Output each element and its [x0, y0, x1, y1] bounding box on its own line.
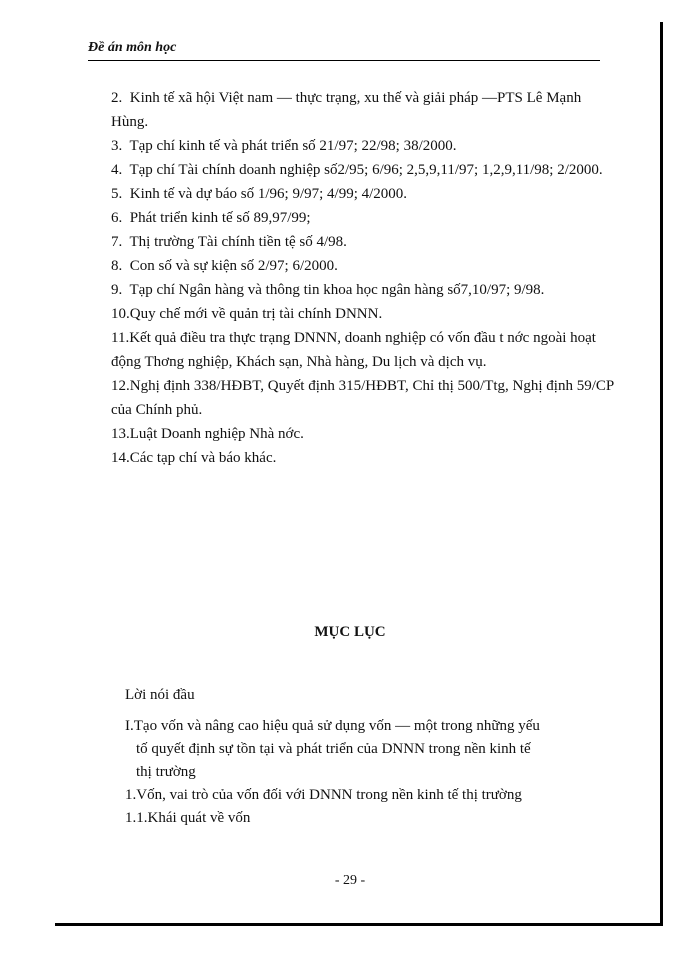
toc-item: 1.Vốn, vai trò của vốn đối với DNNN trong nền kinh tế thị trường [125, 787, 522, 803]
reference-item: 3. Tạp chí kinh tế và phát triển số 21/97; 22/98; 38/2000. [111, 138, 457, 154]
reference-item: 9. Tạp chí Ngân hàng và thông tin khoa học ngân hàng số7,10/97; 9/98. [111, 282, 545, 298]
toc-item: 1.1.Khái quát về vốn [125, 810, 251, 826]
page-number: - 29 - [334, 873, 366, 888]
reference-item: 4. Tạp chí Tài chính doanh nghiệp số2/95; 6/96; 2,5,9,11/97; 1,2,9,11/98; 2/2000. [111, 162, 603, 178]
reference-item: 12.Nghị định 338/HĐBT, Quyết định 315/HĐBT, Chỉ thị 500/Ttg, Nghị định 59/CP của Chính phủ. [111, 378, 614, 418]
running-header: Đề án môn học [88, 40, 177, 55]
reference-item: 7. Thị trường Tài chính tiền tệ số 4/98. [111, 234, 347, 250]
reference-item: 13.Luật Doanh nghiệp Nhà nớc. [111, 426, 304, 442]
toc-title: MỤC LỤC [314, 624, 386, 640]
reference-item: 10.Quy chế mới về quản trị tài chính DNNN. [111, 306, 383, 322]
toc-item: Lời nói đầu [125, 687, 195, 703]
reference-item: 2. Kinh tế xã hội Việt nam — thực trạng, xu thế và giải pháp —PTS Lê Mạnh Hùng. [111, 90, 582, 130]
header-rule [88, 60, 600, 61]
reference-item: 5. Kinh tế và dự báo số 1/96; 9/97; 4/99; 4/2000. [111, 186, 408, 202]
reference-item: 8. Con số và sự kiện số 2/97; 6/2000. [111, 258, 338, 274]
table-of-contents [125, 684, 545, 830]
reference-item: 6. Phát triển kinh tế số 89,97/99; [111, 210, 311, 226]
reference-item: 11.Kết quả điều tra thực trạng DNNN, doanh nghiệp có vốn đầu t nớc ngoài hoạt động Thơng nghiệp, Khách sạn, Nhà hàng, Du lịch và dịch vụ. [111, 330, 596, 370]
reference-item: 14.Các tạp chí và báo khác. [111, 450, 277, 466]
reference-list [111, 86, 616, 470]
toc-item: I.Tạo vốn và nâng cao hiệu quả sử dụng vốn — một trong những yếu tố quyết định sự tồn tại và phát triển của DNNN trong nền kinh tế thị trường [125, 718, 540, 780]
